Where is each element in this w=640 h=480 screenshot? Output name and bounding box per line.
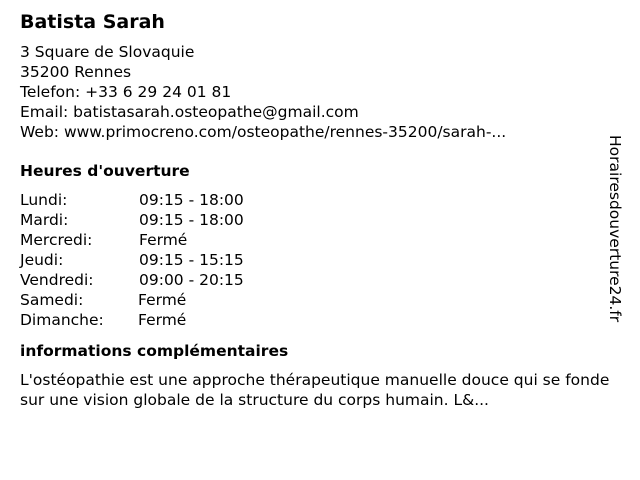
time-value: 09:15 - 18:00 xyxy=(139,191,244,209)
business-name: Batista Sarah xyxy=(20,11,165,33)
hours-row-tuesday xyxy=(20,210,610,230)
hours-row-wednesday xyxy=(20,230,610,250)
time-value: Fermé xyxy=(138,291,187,309)
time-value: Fermé xyxy=(139,231,188,249)
day-label: Vendredi: xyxy=(20,271,94,289)
additional-info-text: L'ostéopathie est une approche thérapeutique manuelle douce qui se fonde sur une vision globale de la structure du corps humain. L&... xyxy=(20,371,610,409)
time-value: 09:15 - 18:00 xyxy=(139,211,244,229)
day-label: Jeudi: xyxy=(20,251,64,269)
day-label: Mercredi: xyxy=(20,231,93,249)
phone-line: Telefon: +33 6 29 24 01 81 xyxy=(20,83,232,101)
web-line: Web: www.primocreno.com/osteopathe/rennes-35200/sarah-... xyxy=(20,123,507,141)
day-label: Samedi: xyxy=(20,291,84,309)
street-address: 3 Square de Slovaquie xyxy=(20,43,195,61)
time-value: 09:15 - 15:15 xyxy=(139,251,244,269)
opening-hours-title: Heures d'ouverture xyxy=(20,162,190,180)
hours-row-saturday xyxy=(20,290,610,310)
day-label: Dimanche: xyxy=(20,311,104,329)
hours-row-monday xyxy=(20,190,610,210)
time-value: 09:00 - 20:15 xyxy=(139,271,244,289)
business-card xyxy=(20,10,610,410)
hours-row-sunday xyxy=(20,310,610,330)
day-label: Lundi: xyxy=(20,191,68,209)
day-label: Mardi: xyxy=(20,211,69,229)
hours-row-thursday xyxy=(20,250,610,270)
email-line: Email: batistasarah.osteopathe@gmail.com xyxy=(20,103,359,121)
time-value: Fermé xyxy=(138,311,187,329)
site-watermark: Horairesdouverture24.fr xyxy=(606,135,624,323)
city-address: 35200 Rennes xyxy=(20,63,132,81)
opening-hours-table xyxy=(20,190,610,330)
additional-info-title: informations complémentaires xyxy=(20,342,289,360)
hours-row-friday xyxy=(20,270,610,290)
